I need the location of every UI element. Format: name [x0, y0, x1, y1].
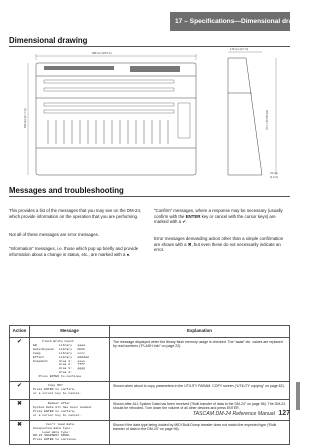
column-header-message: Message: [30, 326, 110, 338]
explanation-text: The message displayed when the library flash memory usage is checked. The “aaaa” etc. values are replaced by real numbers (“FLASH Info” on page 22).: [113, 340, 283, 349]
message-cell: [30, 382, 110, 400]
confirm-text-post: key or cancel with the cursor keys) are marked with a ✔.: [154, 213, 276, 225]
table-row: [10, 420, 290, 445]
chapter-title: 17 – Specifications—Dimensional drawing: [175, 18, 308, 25]
dimensional-drawing: [0, 48, 300, 183]
confirm-icon: ✔: [10, 338, 30, 382]
table-header-row: [10, 326, 290, 338]
confirm-icon: ✔: [10, 382, 30, 400]
page-edge-tab: [296, 382, 300, 410]
manual-title: TASCAM DM-24 Reference Manual: [192, 411, 275, 417]
message-text: Flash Write Count EQ Library aaaa Gate/Expand Library bbbb Comp Library cccc Effect Library dddddd Snapshot Area 1: eeee Area 2: ffff Area 3: gggg Area 4: Press ENTER to continue: [33, 339, 89, 379]
dimension-label-side-width: 170 mm (6.7 in): [230, 48, 249, 51]
page-footer: [193, 410, 290, 417]
explanation-cell: [110, 382, 290, 400]
message-text: Reboot after System Data All has been loaded. Press ENTER to confirm, or a cursor key to cancel.: [33, 401, 93, 417]
error-icon: ✖: [10, 420, 30, 445]
explanation-text: Shown if the data type being loaded by MIDI Bulk Dump transfer does not match the expected type (“Bulk transfer of data to the DM-24” on page 96).: [113, 422, 277, 431]
message-cell: [30, 338, 110, 382]
paragraph-information: “Information” messages, i.e. those which pop up briefly and provide information about a change in status, etc., are marked with a ●.: [9, 246, 139, 257]
dimension-label-depth: 450 mm (17.7 in): [24, 108, 27, 128]
table-row: [10, 338, 290, 382]
chapter-title-banner: [170, 12, 308, 31]
explanation-cell: [110, 420, 290, 445]
column-header-action: Action: [10, 326, 30, 338]
section-title-messages: Messages and troubleshooting: [9, 186, 124, 195]
column-header-explanation: Explanation: [110, 326, 290, 338]
paragraph-errors: Error messages demanding action other than a simple confirmation are shown with a ✖, but even these do not necessarily indicate an error.: [154, 236, 284, 253]
messages-table: [9, 325, 290, 445]
message-text: Can't load data. Unexpected data type: Load data type: DM-24 SNAPSHOT SINGL Press ENTER to continue.: [33, 421, 78, 442]
paragraph-intro: This provides a list of the messages that you may see on the DM-24, which provide information on the operation that you are performing.: [9, 208, 142, 219]
section-title-dimensional-drawing: Dimensional drawing: [9, 36, 88, 45]
page-number: 127: [278, 410, 290, 417]
message-cell: [30, 400, 110, 421]
section-divider: [9, 46, 290, 47]
dimension-label-side-depth: 450 mm (17.7 in): [265, 110, 268, 130]
dimension-label-width: 380 mm (15.0 in): [92, 52, 112, 55]
message-cell: [30, 420, 110, 445]
dimension-label-height-in: (1.2 in): [270, 176, 279, 179]
paragraph-not-errors: Not all of these messages are error messages.: [9, 232, 100, 237]
paragraph-confirm: [154, 208, 290, 225]
confirm-text-pre: “Confirm” messages, where a response may be necessary (usually confirm with the: [154, 208, 283, 219]
enter-key-label: ENTER: [185, 213, 201, 219]
explanation-text: Shown when about to copy parameters in the UTILITY PARAM. COPY screen (“UTILITY copying” on page 82).: [113, 384, 285, 389]
table-row: [10, 382, 290, 400]
explanation-cell: [110, 338, 290, 382]
section-divider: [9, 196, 290, 197]
message-text: Copy OK? Press ENTER to confirm, or a cursor key to cancel.: [33, 383, 82, 395]
mixer-outline-drawing: [0, 48, 300, 183]
explanation-text: Shown after ALL System Data has been received (“Bulk transfer of data to the DM-24” on page 96). The DM-24 should be rebooted. Turn down the volume of all other devices and press ENTER.: [113, 402, 286, 411]
dimension-label-height: 31 mm: [270, 172, 278, 175]
error-icon: ✖: [10, 400, 30, 421]
